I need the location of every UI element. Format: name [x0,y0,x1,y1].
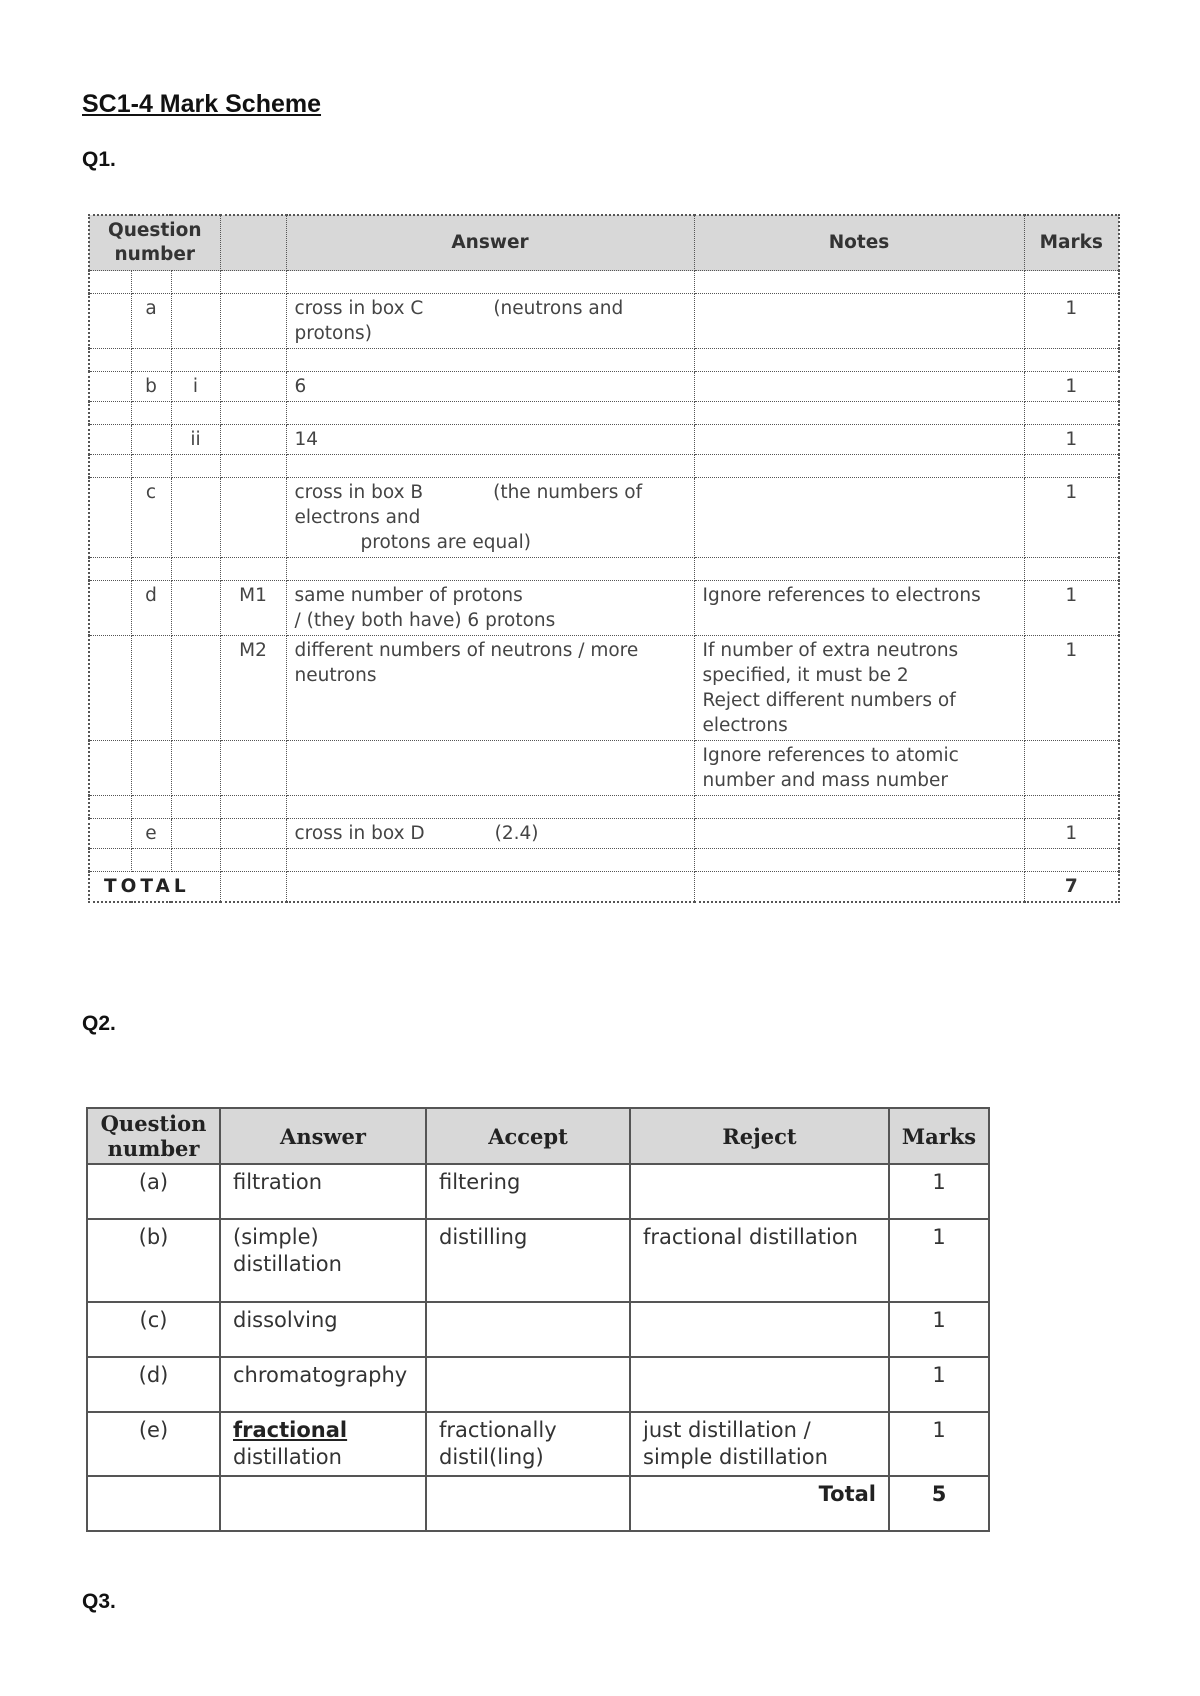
header-accept: Accept [426,1108,630,1164]
table-row [87,1219,989,1302]
table-row [89,478,1119,558]
part-label: b [131,372,171,402]
answer-cell: chromatography [220,1357,426,1412]
spacer-row [89,349,1119,372]
header-question-number: Question number [89,215,220,271]
accept-cell [426,1357,630,1412]
header-notes: Notes [694,215,1024,271]
marks-cell: 1 [1024,581,1119,636]
spacer-row [89,796,1119,819]
answer-cell: same number of protons / (they both have) 6 protons [286,581,694,636]
accept-cell [426,1302,630,1357]
marks-cell: 1 [1024,478,1119,558]
subpart-label: i [171,372,220,402]
table-header-row [89,215,1119,271]
notes-cell: Ignore references to atomic number and mass number [694,741,1024,796]
question-2-label: Q2. [82,1012,116,1035]
table-row [87,1164,989,1219]
marks-cell: 1 [889,1302,989,1357]
reject-cell: just distillation / simple distillation [630,1412,889,1476]
reject-cell: fractional distillation [630,1219,889,1302]
marks-cell: 1 [889,1357,989,1412]
table-header-row [87,1108,989,1164]
total-label: Total [630,1476,889,1531]
header-answer: Answer [220,1108,426,1164]
table-row [87,1357,989,1412]
mark-point-label: M1 [220,581,286,636]
question-cell: (d) [87,1357,220,1412]
total-label: TOTAL [89,872,220,903]
answer-cell: filtration [220,1164,426,1219]
header-question-number: Question number [87,1108,220,1164]
spacer-row [89,558,1119,581]
spacer-row [89,455,1119,478]
question-1-label: Q1. [82,148,116,171]
spacer-row [89,271,1119,294]
question-cell: (c) [87,1302,220,1357]
answer-cell: fractional distillation [220,1412,426,1476]
q1-mark-scheme-table [88,214,1120,903]
part-label: a [131,294,171,349]
table-row [89,581,1119,636]
spacer-row [89,402,1119,425]
page-title: SC1-4 Mark Scheme [82,90,322,118]
spacer-row [89,849,1119,872]
total-row [89,872,1119,903]
marks-cell: 1 [1024,636,1119,741]
table-row [89,372,1119,402]
answer-cell: (simple) distillation [220,1219,426,1302]
table-row [89,636,1119,741]
marks-cell: 1 [889,1219,989,1302]
marks-cell: 1 [889,1164,989,1219]
notes-cell: Ignore references to electrons [694,581,1024,636]
question-cell: (e) [87,1412,220,1476]
question-cell: (b) [87,1219,220,1302]
marks-cell: 1 [1024,819,1119,849]
table-row [87,1302,989,1357]
marks-cell: 1 [1024,372,1119,402]
q2-mark-scheme-table [86,1107,990,1532]
answer-cell: 14 [286,425,694,455]
marks-cell: 1 [1024,425,1119,455]
header-marks: Marks [1024,215,1119,271]
part-label: c [131,478,171,558]
accept-cell: fractionally distil(ling) [426,1412,630,1476]
table-row [89,741,1119,796]
answer-cell: 6 [286,372,694,402]
notes-cell: If number of extra neutrons specified, it must be 2 Reject different numbers of electrons [694,636,1024,741]
mark-point-label: M2 [220,636,286,741]
table-row [89,819,1119,849]
accept-cell: distilling [426,1219,630,1302]
total-marks: 5 [889,1476,989,1531]
answer-cell: cross in box D (2.4) [286,819,694,849]
total-marks: 7 [1024,872,1119,903]
header-blank [220,215,286,271]
table-row [87,1412,989,1476]
table-row [89,294,1119,349]
total-row [87,1476,989,1531]
marks-cell: 1 [1024,294,1119,349]
question-3-label: Q3. [82,1590,116,1613]
header-reject: Reject [630,1108,889,1164]
accept-cell: filtering [426,1164,630,1219]
subpart-label: ii [171,425,220,455]
answer-cell: cross in box B (the numbers of electrons and protons are equal) [286,478,694,558]
reject-cell [630,1164,889,1219]
question-cell: (a) [87,1164,220,1219]
reject-cell [630,1302,889,1357]
header-answer: Answer [286,215,694,271]
part-label: d [131,581,171,636]
answer-cell: cross in box C (neutrons and protons) [286,294,694,349]
part-label: e [131,819,171,849]
reject-cell [630,1357,889,1412]
table-row [89,425,1119,455]
answer-cell: dissolving [220,1302,426,1357]
marks-cell: 1 [889,1412,989,1476]
answer-cell: different numbers of neutrons / more neutrons [286,636,694,741]
header-marks: Marks [889,1108,989,1164]
